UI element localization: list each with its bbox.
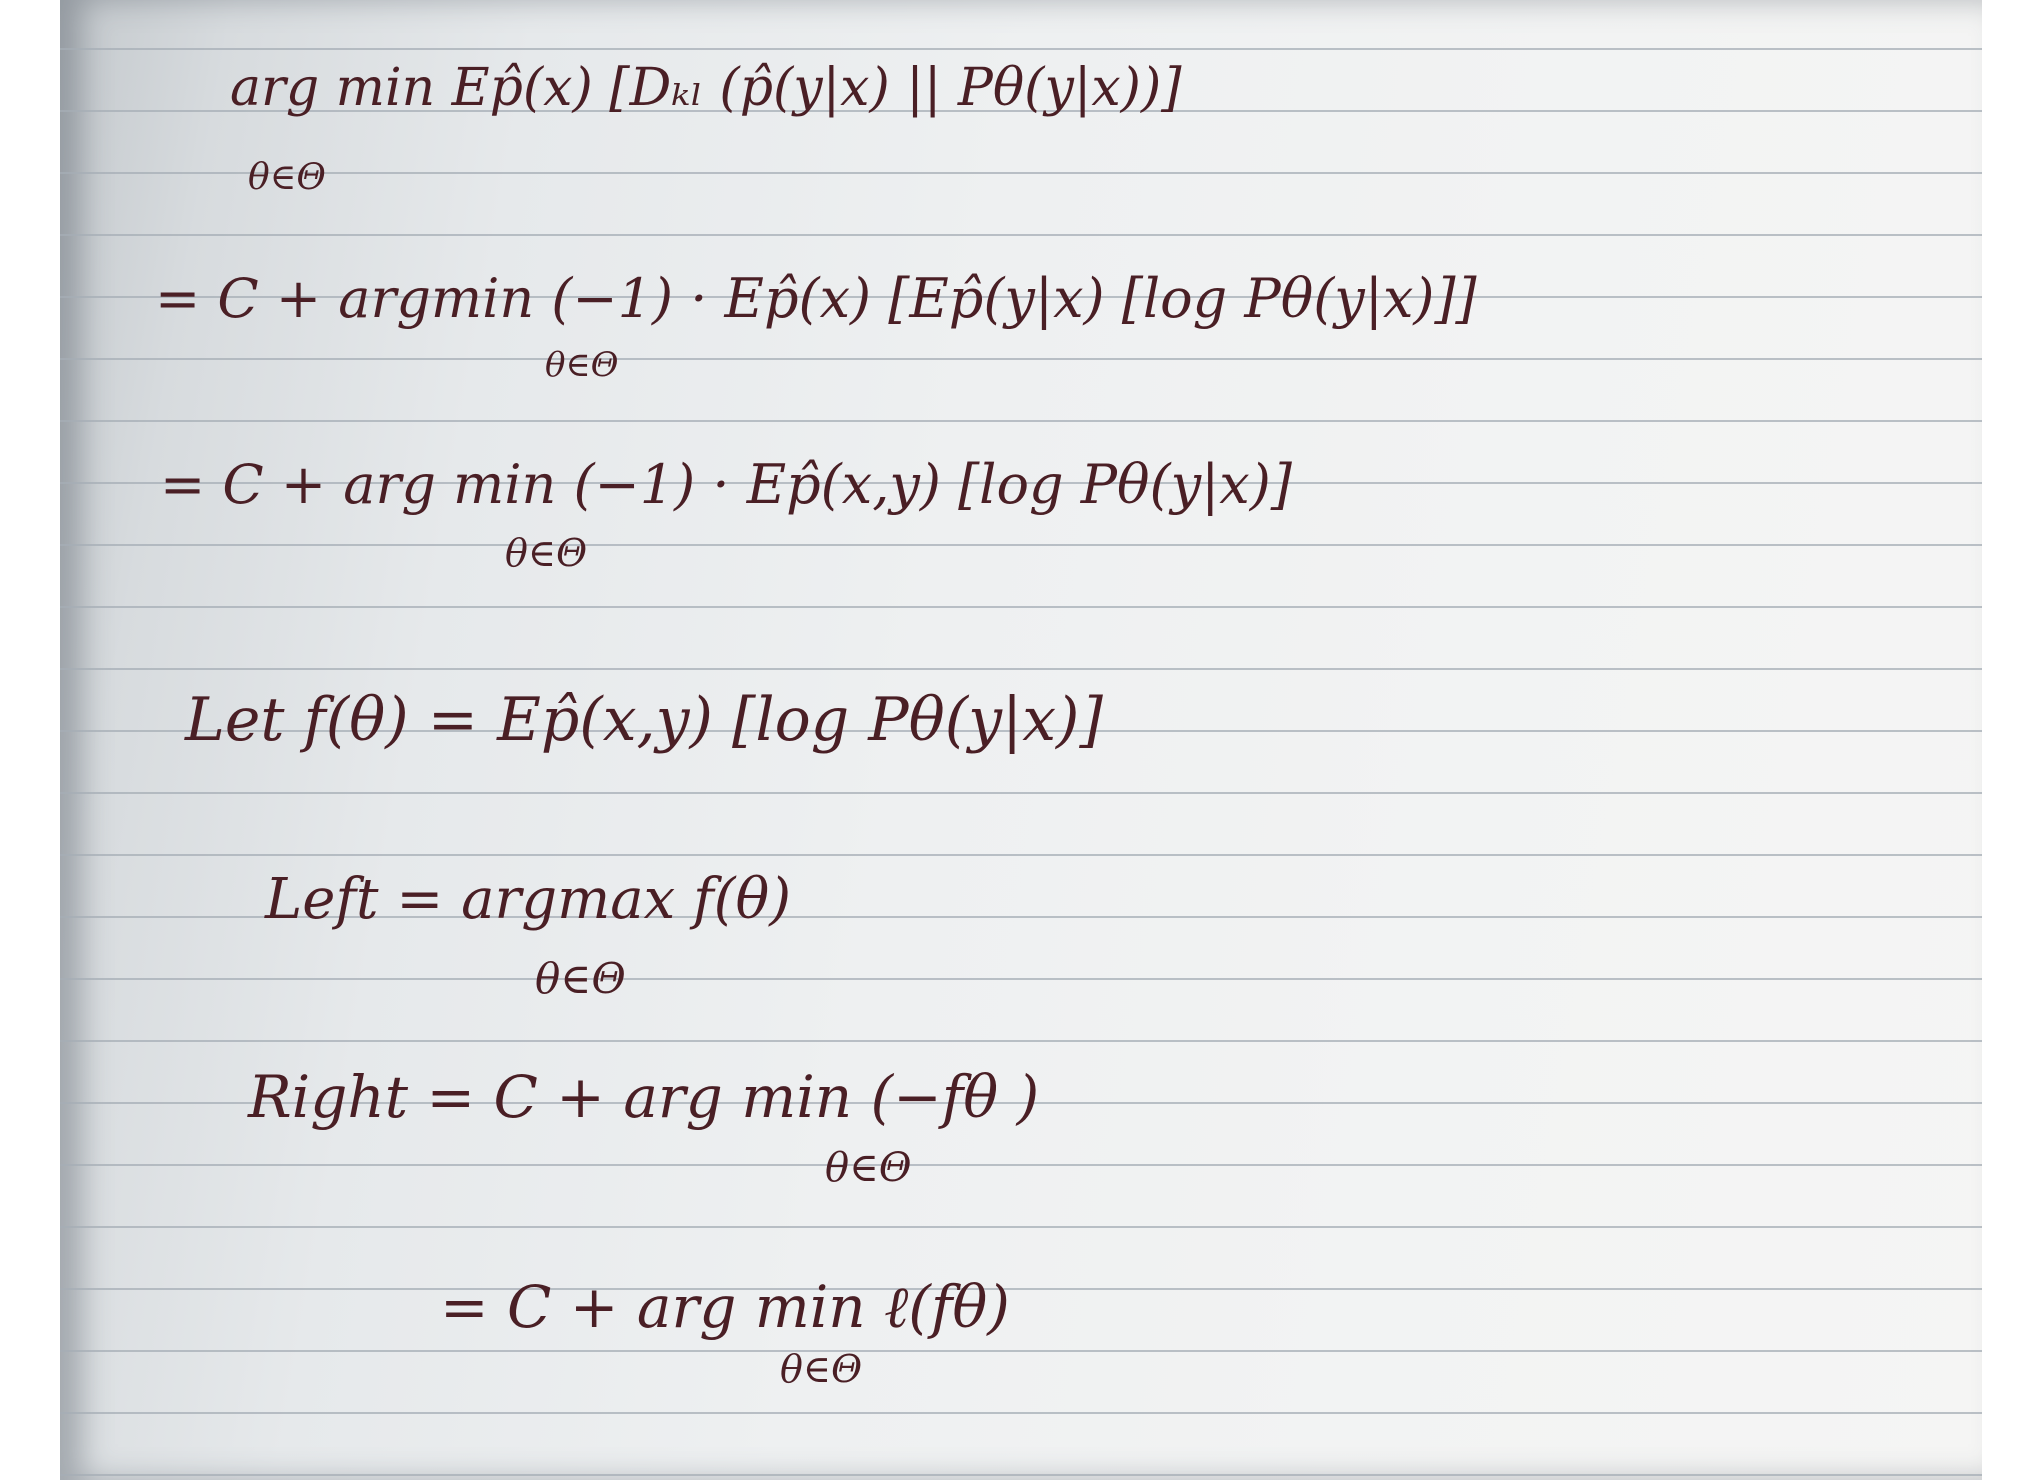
equation-line-1: arg min Ep̂(x) [Dₖₗ (p̂(y|x) || Pθ(y|x))] [230,58,1182,118]
subscript-theta-1: θ∈Θ [248,157,326,198]
ruled-line [60,234,1982,236]
ruled-line [60,1164,1982,1166]
equation-line-2: = C + argmin (−1) · Ep̂(x) [Ep̂(y|x) [log Pθ(y|x)]] [155,267,1477,330]
ruled-line [60,1412,1982,1414]
right-side-line-2: = C + arg min ℓ(fθ) [440,1273,1010,1341]
ruled-line [60,1350,1982,1352]
subscript-theta-4: θ∈Θ [535,954,626,1003]
ruled-line [60,544,1982,546]
ruled-line [60,1474,1982,1476]
ruled-line [60,358,1982,360]
equation-line-3: = C + arg min (−1) · Ep̂(x,y) [log Pθ(y|x)] [160,453,1292,516]
ruled-line [60,668,1982,670]
let-definition: Let f(θ) = Ep̂(x,y) [log Pθ(y|x)] [185,685,1103,755]
subscript-theta-6: θ∈Θ [780,1347,863,1391]
right-side-line: Right = C + arg min (−fθ ) [248,1063,1040,1131]
ruled-line [60,792,1982,794]
ruled-line [60,1226,1982,1228]
ruled-line [60,606,1982,608]
ruled-line [60,854,1982,856]
ruled-line [60,1040,1982,1042]
subscript-theta-5: θ∈Θ [825,1145,912,1191]
ruled-line [60,172,1982,174]
ruled-line [60,420,1982,422]
left-side-line: Left = argmax f(θ) [265,867,792,932]
subscript-theta-2: θ∈Θ [545,345,619,385]
ruled-line [60,48,1982,50]
ruled-line [60,1288,1982,1290]
subscript-theta-3: θ∈Θ [505,531,588,575]
ruled-line [60,978,1982,980]
